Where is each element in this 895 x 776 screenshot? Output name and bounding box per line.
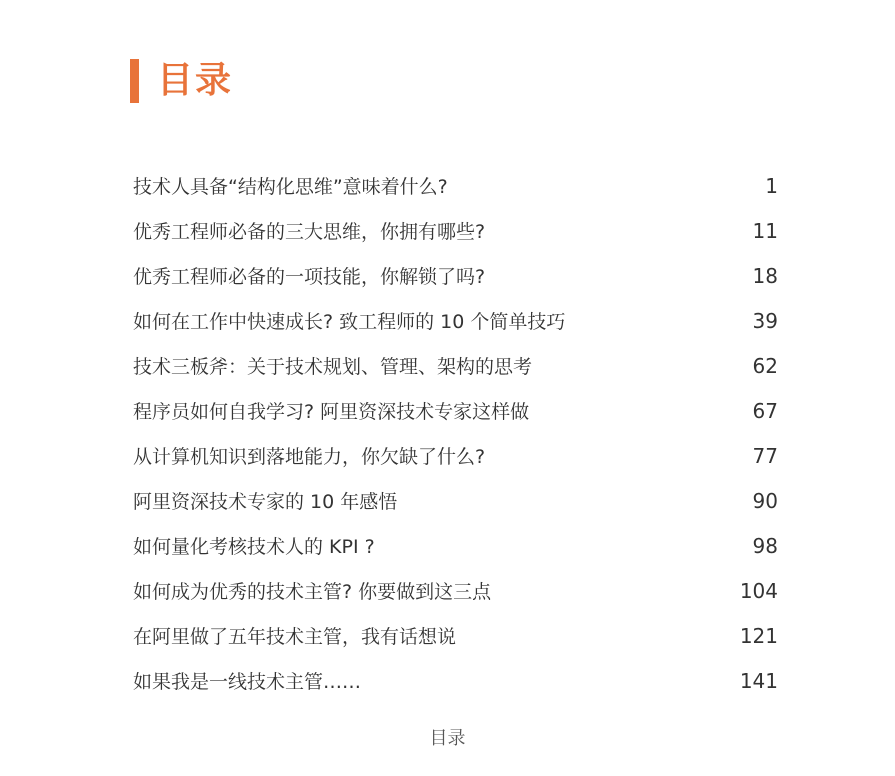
toc-entry[interactable]: [133, 388, 778, 433]
toc-entry-page: 1: [765, 173, 778, 198]
page-title: [130, 58, 233, 104]
page-title-text: 目录: [157, 60, 234, 101]
toc-entry-page: 77: [752, 443, 778, 468]
toc-entry[interactable]: [133, 253, 778, 298]
toc-entry[interactable]: [133, 568, 778, 613]
toc-entry[interactable]: [133, 433, 778, 478]
toc-entry-page: 121: [739, 623, 778, 648]
toc-entry-page: 67: [752, 398, 778, 423]
toc-entry[interactable]: [133, 163, 778, 208]
toc-entry-title: 优秀工程师必备的三大思维，你拥有哪些?: [133, 221, 486, 243]
toc-entry[interactable]: [133, 298, 778, 343]
toc-entry[interactable]: [133, 343, 778, 388]
toc-entry-title: 如果我是一线技术主管……: [133, 671, 362, 693]
toc-entry-title: 技术人具备“结构化思维”意味着什么?: [133, 176, 448, 198]
toc-entry-page: 62: [752, 353, 778, 378]
toc-entry-page: 104: [739, 578, 778, 603]
toc-entry-title: 技术三板斧：关于技术规划、管理、架构的思考: [133, 356, 533, 378]
toc-entry[interactable]: [133, 613, 778, 658]
toc-entry-title: 优秀工程师必备的一项技能，你解锁了吗?: [133, 266, 486, 288]
toc-entry-page: 18: [752, 263, 778, 288]
toc-entry-title: 在阿里做了五年技术主管，我有话想说: [133, 626, 457, 648]
toc-entry-title: 从计算机知识到落地能力，你欠缺了什么?: [133, 446, 486, 468]
toc-entry[interactable]: [133, 523, 778, 568]
toc-entry-page: 98: [752, 533, 778, 558]
toc-entry-page: 141: [739, 668, 778, 693]
toc-entry-title: 如何在工作中快速成长? 致工程师的 10 个简单技巧: [133, 311, 566, 333]
toc-entry[interactable]: [133, 658, 778, 703]
toc-entry[interactable]: [133, 208, 778, 253]
title-accent-bar: [130, 59, 139, 103]
toc-entry-page: 90: [752, 488, 778, 513]
toc-entry-page: 11: [752, 218, 778, 243]
toc-entry-title: 如何量化考核技术人的 KPI ?: [133, 536, 375, 558]
toc-entry-title: 程序员如何自我学习? 阿里资深技术专家这样做: [133, 401, 530, 423]
toc-entry[interactable]: [133, 478, 778, 523]
toc-entry-title: 阿里资深技术专家的 10 年感悟: [133, 491, 398, 513]
toc-entry-page: 39: [752, 308, 778, 333]
image-caption: 目录: [429, 728, 466, 749]
table-of-contents: [133, 163, 778, 703]
toc-entry-title: 如何成为优秀的技术主管? 你要做到这三点: [133, 581, 492, 603]
